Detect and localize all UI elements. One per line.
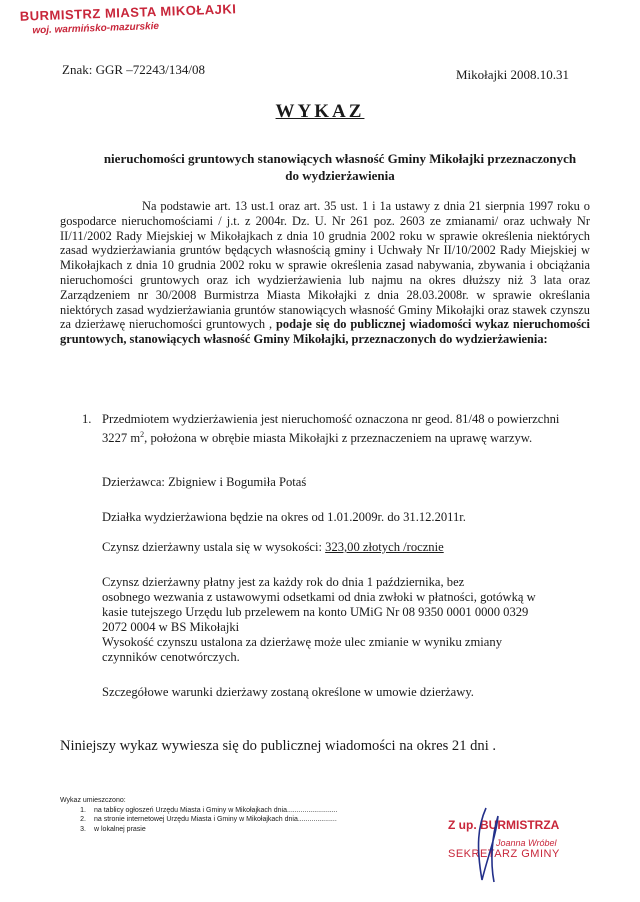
signatory-title: SEKRETARZ GMINY (448, 848, 560, 860)
tenant: Dzierżawca: Zbigniew i Bogumiła Potaś (102, 475, 307, 489)
document-title-text: WYKAZ (275, 101, 365, 122)
list-item (60, 806, 338, 816)
payment-line: Wysokość czynszu ustalona za dzierżawę może ulec zmianie w wyniku zmiany (102, 635, 502, 649)
list-item (60, 815, 338, 825)
list-number: 1. (80, 806, 86, 814)
list-text: na tablicy ogłoszeń Urzędu Miasta i Gminy w Mikołajkach dnia.......................... (94, 806, 338, 814)
legal-basis-paragraph (60, 199, 590, 347)
rent-value: 323,00 złotych /rocznie (325, 540, 444, 554)
legal-basis-text: Na podstawie art. 13 ust.1 oraz art. 35 ust. 1 i 1a ustawy z dnia 21 sierpnia 1997 roku o gospodarce nieruchomościami / j.t. z 2004r. Dz. U. Nr 261 poz. 2603 ze zmianami/ oraz uchwały Nr II/11/2002 Rady Miejskiej w Mikołajkach z dnia 10 grudnia 2002 roku w sprawie określenia niektórych zasad wydzierżawiania gruntów będących własnością gminy i Uchwały Nr II/10/2002 Rady Miejskiej w Mikołajkach z dnia 10 grudnia 2002 roku w sprawie określenia zasad nabywania, zbywania i obciążania nieruchomości gruntowych oraz ich wydzierżawienia lub najmu na okres dłuższy niż 3 lata oraz Zarządzeniem nr 30/2008 Burmistrza Miasta Mikołajki z dnia 28.03.2008r. w sprawie określania niektórych zasad wydzierżawiania gruntów stanowiących własność Gminy Mikołajki oraz stawek czynszu za dzierżawę nieruchomości gruntowych , (60, 199, 590, 332)
official-stamp (20, 1, 238, 37)
rent-label: Czynsz dzierżawny ustala się w wysokości: (102, 540, 326, 554)
list-text: na stronie internetowej Urzędu Miasta i Gminy w Mikołajkach dnia.................... (94, 816, 337, 823)
list-item (60, 825, 338, 835)
item-text: Przedmiotem wydzierżawienia jest nieruchomość oznaczona nr geod. 81/48 o powierzchni 3227 m (102, 412, 560, 446)
document-subtitle (60, 150, 620, 184)
place-date: Mikołajki 2008.10.31 (456, 67, 570, 82)
item-description (102, 412, 582, 446)
list-number: 2. (80, 816, 86, 823)
reference-number: Znak: GGR –72243/134/08 (62, 62, 205, 77)
legal-basis-bold: podaje się do publicznej wiadomości wykaz nieruchomości gruntowych, stanowiących własność Gminy Mikołajki, przeznaczonych do wydzierżawienia: (60, 317, 590, 347)
subtitle-line: nieruchomości gruntowych stanowiących własność Gminy Mikołajki przeznaczonych (103, 151, 577, 166)
posting-heading: Wykaz umieszczono: (60, 797, 126, 804)
signature-on-behalf: Z up. BURMISTRZA (448, 818, 560, 832)
payment-line: czynników cenotwórczych. (102, 650, 240, 664)
signature-block (448, 818, 560, 860)
item-sup: 2 (140, 430, 145, 439)
stamp-region: woj. warmińsko-mazurskie (32, 20, 160, 37)
payment-line: osobnego wezwania z ustawowymi odsetkami od dnia zwłoki w płatności, gotówką w (102, 590, 536, 604)
item-number: 1. (82, 412, 92, 426)
stamp-title: BURMISTRZ MIASTA MIKOŁAJKI (19, 1, 237, 24)
payment-line: 2072 0004 w BS Mikołajki (102, 620, 240, 634)
posting-list (60, 796, 338, 834)
rent-amount (102, 540, 592, 555)
lease-conditions: Szczegółowe warunki dzierżawy zostaną określone w umowie dzierżawy. (102, 685, 474, 699)
document-title (0, 101, 640, 123)
list-number: 3. (80, 825, 86, 833)
payment-terms (102, 575, 592, 665)
subtitle-line: do wydzierżawienia (285, 168, 395, 183)
item-text: , położona w obrębie miasta Mikołajki z przeznaczeniem na uprawę warzyw. (144, 431, 533, 446)
public-notice: Niniejszy wykaz wywiesza się do publicznej wiadomości na okres 21 dni . (60, 738, 497, 754)
payment-line: kasie tutejszego Urzędu lub przelewem na konto UMiG Nr 08 9350 0001 0000 0329 (102, 605, 529, 619)
lease-period: Działka wydzierżawiona będzie na okres od 1.01.2009r. do 31.12.2011r. (102, 510, 466, 524)
payment-line: Czynsz dzierżawny płatny jest za każdy rok do dnia 1 października, bez (102, 575, 465, 589)
handwritten-signature-icon (448, 806, 518, 886)
signatory-name: Joanna Wróbel (496, 838, 557, 848)
list-text: w lokalnej prasie (94, 825, 146, 833)
property-item (82, 412, 582, 446)
